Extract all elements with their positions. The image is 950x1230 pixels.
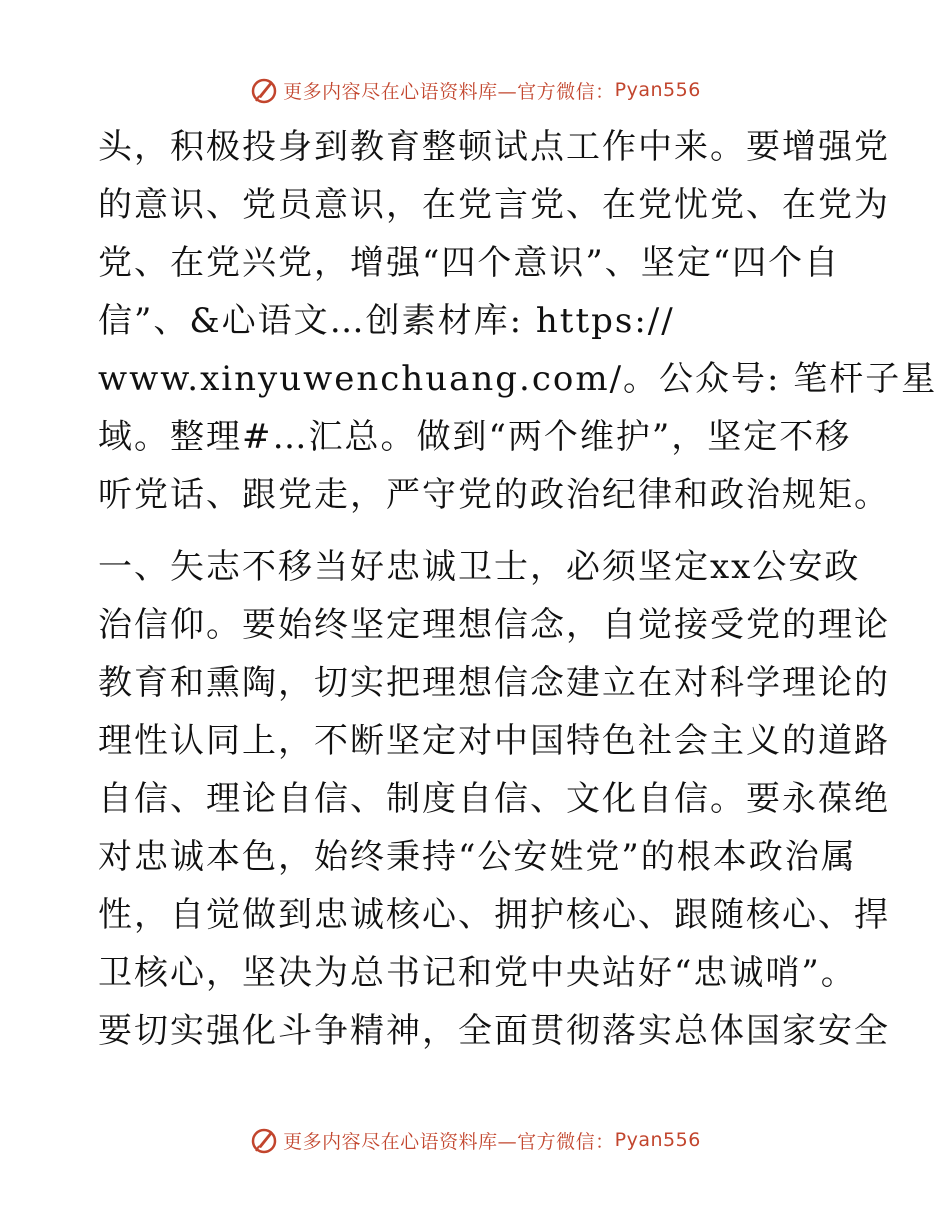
- text-line: 治信仰。要始终坚定理想信念，自觉接受党的理论: [98, 605, 890, 645]
- quill-logo-icon: [249, 1125, 279, 1155]
- watermark-text: 更多内容尽在心语资料库—官方微信：: [283, 1130, 615, 1153]
- footer-watermark: [0, 1122, 950, 1158]
- text-line: 听党话、跟党走，严守党的政治纪律和政治规矩。: [98, 475, 890, 515]
- text-line: 对忠诚本色，始终秉持“公安姓党”的根本政治属: [98, 837, 857, 877]
- document-body: [98, 118, 938, 1060]
- text-line: 要切实强化斗争精神，全面贯彻落实总体国家安全: [98, 1011, 890, 1051]
- text-line: 卫核心，坚决为总书记和党中央站好“忠诚哨”。: [98, 953, 857, 993]
- text-line: 域。整理#…汇总。做到“两个维护”，坚定不移: [98, 417, 852, 457]
- text-line: 性，自觉做到忠诚核心、拥护核心、跟随核心、捍: [98, 895, 890, 935]
- watermark-id: Pyan556: [614, 79, 701, 101]
- header-watermark: [0, 72, 950, 108]
- quill-logo-icon: [249, 75, 279, 105]
- watermark-text: 更多内容尽在心语资料库—官方微信：: [283, 80, 615, 103]
- text-line: 信”、&心语文…创素材库: https://: [98, 301, 675, 341]
- text-line: 自信、理论自信、制度自信、文化自信。要永葆绝: [98, 779, 890, 819]
- text-line: 的意识、党员意识，在党言党、在党忧党、在党为: [98, 185, 890, 225]
- text-line: 一、矢志不移当好忠诚卫士，必须坚定xx公安政: [98, 547, 861, 587]
- text-line: 理性认同上，不断坚定对中国特色社会主义的道路: [98, 721, 890, 761]
- text-line: 教育和熏陶，切实把理想信念建立在对科学理论的: [98, 663, 890, 703]
- text-line: 头，积极投身到教育整顿试点工作中来。要增强党: [98, 127, 890, 167]
- paragraph-2: [98, 538, 890, 1060]
- text-line: www.xinyuwenchuang.com/。公众号: 笔杆子星: [98, 359, 938, 399]
- paragraph-1: [98, 118, 938, 524]
- text-line: 党、在党兴党，增强“四个意识”、坚定“四个自: [98, 243, 841, 283]
- watermark-id: Pyan556: [614, 1129, 701, 1151]
